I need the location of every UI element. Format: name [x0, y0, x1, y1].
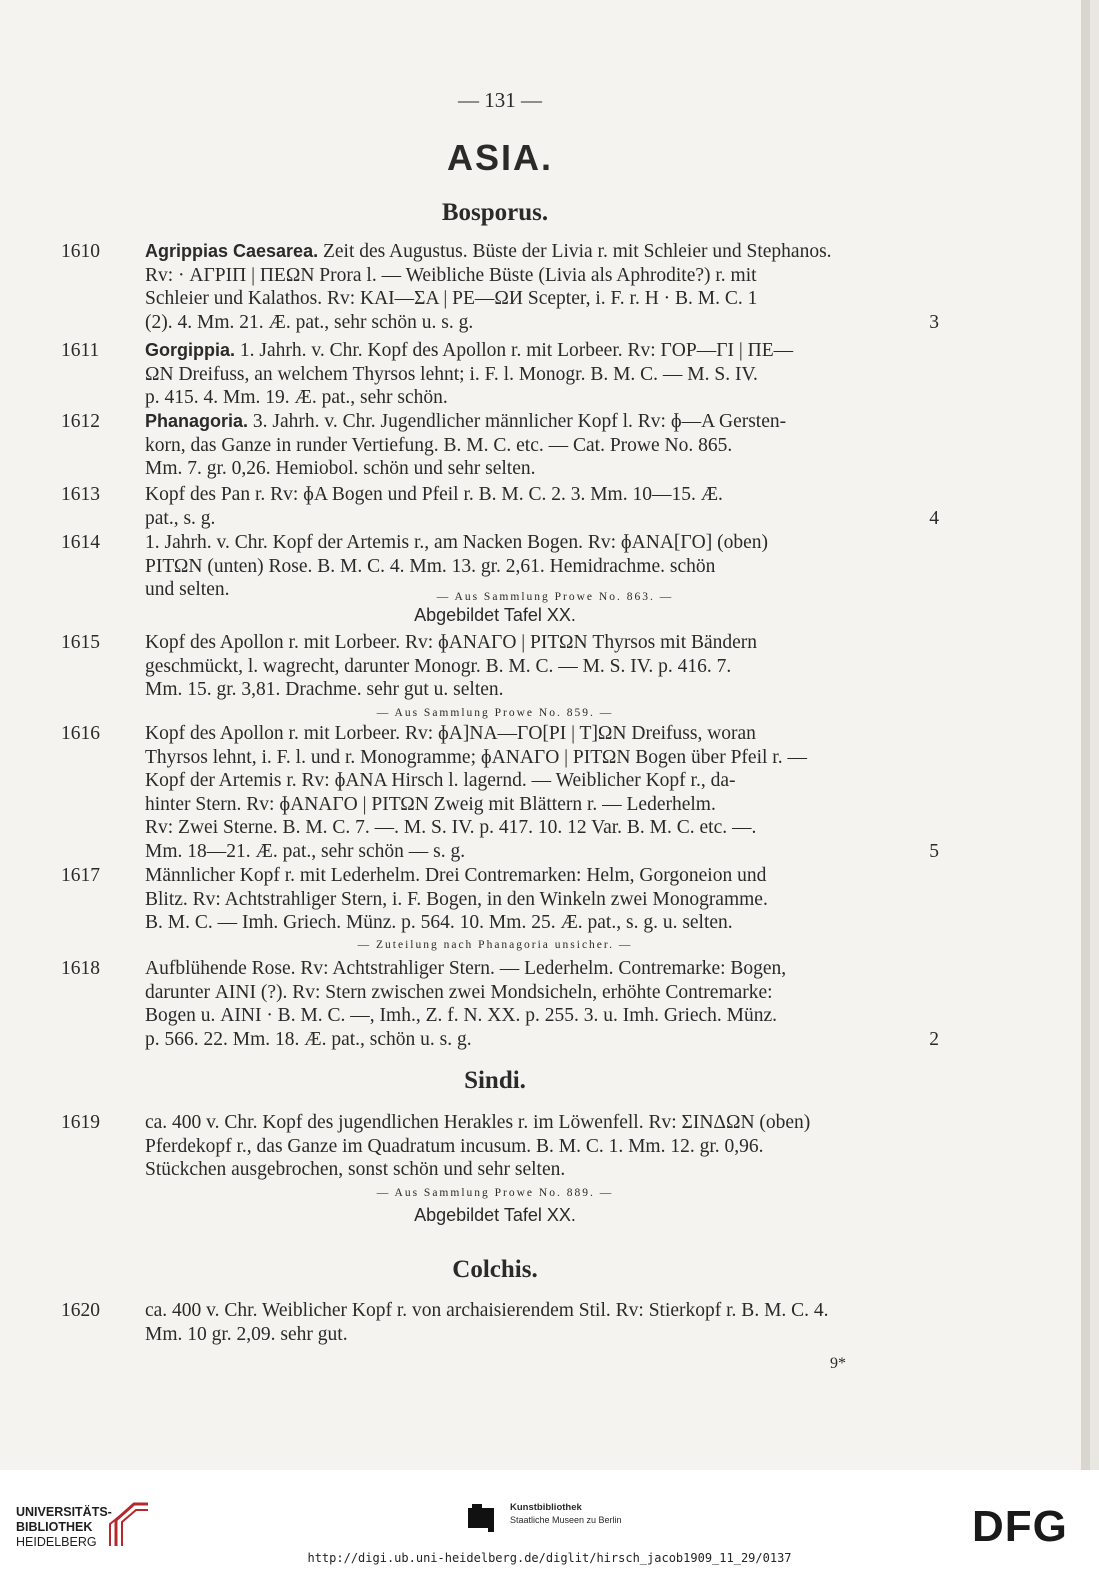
entry-line: Rv: · ΑΓΡΙΠ | ΠΕΩΝ Prora l. — Weibliche Büste (Livia als Aphrodite?) r. mit: [145, 264, 757, 286]
entry-line: Mm. 10 gr. 2,09. sehr gut.: [145, 1323, 348, 1345]
provenance-note: — Aus Sammlung Prowe No. 863. —: [436, 591, 674, 603]
library-name-line: BIBLIOTHEK: [16, 1520, 93, 1534]
entry-line: ca. 400 v. Chr. Kopf des jugendlichen Herakles r. im Löwenfell. Rv: ΣΙΝΔΩΝ (oben): [145, 1112, 811, 1133]
entry-number: 1615: [61, 632, 100, 653]
entry-line: Männlicher Kopf r. mit Lederhelm. Drei Contremarken: Helm, Gorgoneion und: [145, 865, 767, 886]
entry-line: p. 566. 22. Mm. 18. Æ. pat., schön u. s. g.: [145, 1028, 472, 1050]
entry-line: Schleier und Kalathos. Rv: ΚΑΙ—ΣΑ | ΡΕ—ΩИ Scepter, i. F. r. Η · B. M. C. 1: [145, 288, 758, 310]
catalog-entry-1616: [61, 722, 939, 864]
entry-line: Mm. 18—21. Æ. pat., sehr schön — s. g.: [145, 840, 466, 862]
entry-line: Bogen u. ΑΙΝΙ · B. M. C. —, Imh., Z. f. N. XX. p. 255. 3. u. Imh. Griech. Münz.: [145, 1005, 778, 1027]
library-name-line: HEIDELBERG: [16, 1535, 97, 1549]
kunstbibliothek-text: [510, 1501, 622, 1527]
entry-line: 1. Jahrh. v. Chr. Kopf der Artemis r., am Nacken Bogen. Rv: ɸΑΝΑ[ΓΟ] (oben): [145, 532, 769, 553]
dfg-logo: DFG: [972, 1502, 1068, 1551]
section-title-bosporus: Bosporus.: [441, 199, 549, 226]
catalog-entry-1613: [61, 483, 939, 530]
entry-estimate: 5: [929, 840, 939, 862]
entry-number: 1613: [61, 484, 100, 505]
section-title-sindi: Sindi.: [464, 1067, 526, 1094]
entry-line: Thyrsos lehnt, i. F. l. und r. Monogramme; ɸΑΝΑΓΟ | ΡΙΤΩΝ Bogen über Pfeil r. —: [145, 746, 807, 768]
entry-line: Blitz. Rv: Achtstrahliger Stern, i. F. Bogen, in den Winkeln zwei Monogramme.: [145, 888, 768, 910]
catalog-entry-1620: [61, 1299, 939, 1346]
plate-reference: Abgebildet Tafel XX.: [414, 1205, 576, 1225]
entry-line: p. 415. 4. Mm. 19. Æ. pat., sehr schön.: [145, 387, 448, 409]
catalog-entry-1618: [61, 957, 939, 1051]
provenance-note: — Aus Sammlung Prowe No. 859. —: [376, 707, 614, 719]
entry-number: 1610: [61, 241, 100, 262]
kunstbibliothek-logo-icon: [462, 1502, 500, 1534]
entry-estimate: 2: [929, 1028, 939, 1050]
entry-number: 1618: [61, 958, 100, 979]
attribution-note: — Zuteilung nach Phanagoria unsicher. —: [357, 939, 633, 951]
entry-number: 1612: [61, 411, 100, 432]
entry-line: Zeit des Augustus. Büste der Livia r. mit Schleier und Stephanos.: [322, 241, 832, 262]
university-library-logo-icon: [106, 1500, 152, 1548]
page-heading: ASIA.: [446, 137, 553, 178]
kunstbibliothek-name: Kunstbibliothek: [510, 1502, 582, 1513]
catalog-entry-1611: [61, 339, 939, 410]
kunstbibliothek-subtitle: Staatliche Museen zu Berlin: [510, 1515, 622, 1525]
entry-number: 1616: [61, 723, 100, 744]
entry-line: 3. Jahrh. v. Chr. Jugendlicher männlicher Kopf l. Rv: ɸ—Α Gersten-: [252, 411, 787, 432]
entry-line: Rv: Zwei Sterne. B. M. C. 7. —. M. S. IV. p. 417. 10. 12 Var. B. M. C. etc. —.: [145, 817, 757, 839]
catalog-entry-1615: [61, 631, 939, 702]
entry-line: (2). 4. Mm. 21. Æ. pat., sehr schön u. s. g.: [145, 311, 474, 333]
entry-estimate: 3: [929, 311, 939, 333]
entry-estimate: 4: [929, 507, 939, 529]
entry-line: Kopf des Pan r. Rv: ɸΑ Bogen und Pfeil r. B. M. C. 2. 3. Mm. 10—15. Æ.: [145, 484, 723, 505]
entry-line: und selten.: [145, 579, 230, 601]
catalog-entry-1612: [61, 410, 939, 481]
university-library-name: [16, 1505, 112, 1550]
entry-number: 1617: [61, 865, 100, 886]
entry-line: Mm. 7. gr. 0,26. Hemiobol. schön und sehr selten.: [145, 458, 536, 480]
entry-line: 1. Jahrh. v. Chr. Kopf des Apollon r. mit Lorbeer. Rv: ΓΟΡ—ΓΙ | ΠΕ—: [239, 340, 794, 361]
entry-line: B. M. C. — Imh. Griech. Münz. p. 564. 10. Mm. 25. Æ. pat., s. g. u. selten.: [145, 912, 733, 934]
entry-line: geschmückt, l. wagrecht, darunter Monogr. B. M. C. — M. S. IV. p. 416. 7.: [145, 655, 732, 677]
entry-line: darunter ΑΙΝΙ (?). Rv: Stern zwischen zwei Mondsicheln, erhöhte Contremarke:: [145, 981, 773, 1003]
entry-line: pat., s. g.: [145, 507, 216, 529]
entry-line: Pferdekopf r., das Ganze im Quadratum incusum. B. M. C. 1. Mm. 12. gr. 0,96.: [145, 1135, 764, 1157]
catalog-entry-1617: [61, 864, 939, 935]
entry-heading: Gorgippia.: [145, 340, 235, 360]
entry-number: 1620: [61, 1300, 100, 1321]
entry-heading: Phanagoria.: [145, 411, 249, 431]
catalog-entry-1610: [61, 240, 939, 334]
entry-line: Kopf des Apollon r. mit Lorbeer. Rv: ɸΑΝΑΓΟ | ΡΙΤΩΝ Thyrsos mit Bändern: [145, 632, 758, 653]
signature-mark: 9*: [830, 1355, 846, 1372]
entry-number: 1619: [61, 1112, 100, 1133]
entry-line: ca. 400 v. Chr. Weiblicher Kopf r. von archaisierendem Stil. Rv: Stierkopf r. B. M. C. 4.: [145, 1300, 829, 1321]
entry-number: 1614: [61, 532, 100, 553]
catalog-entry-1619: [61, 1111, 939, 1182]
section-title-colchis: Colchis.: [452, 1256, 538, 1283]
entry-heading: Agrippias Caesarea.: [145, 241, 319, 261]
page-number: — 131 —: [458, 88, 542, 112]
entry-line: ΩΝ Dreifuss, an welchem Thyrsos lehnt; i. F. l. Monogr. B. M. C. — M. S. IV.: [145, 363, 758, 385]
page-edge: [1081, 0, 1090, 1470]
entry-number: 1611: [61, 340, 100, 361]
entry-line: korn, das Ganze in runder Vertiefung. B. M. C. etc. — Cat. Prowe No. 865.: [145, 434, 733, 456]
library-name-line: UNIVERSITÄTS-: [16, 1505, 112, 1519]
entry-line: ΡΙΤΩΝ (unten) Rose. B. M. C. 4. Mm. 13. gr. 2,61. Hemidrachme. schön: [145, 555, 716, 577]
entry-line: Aufblühende Rose. Rv: Achtstrahliger Stern. — Lederhelm. Contremarke: Bogen,: [145, 958, 787, 979]
entry-line: Kopf des Apollon r. mit Lorbeer. Rv: ɸΑ]ΝΑ—ΓΟ[ΡΙ | Τ]ΩΝ Dreifuss, woran: [145, 723, 756, 744]
entry-line: Stückchen ausgebrochen, sonst schön und sehr selten.: [145, 1159, 566, 1181]
plate-reference: Abgebildet Tafel XX.: [414, 605, 576, 625]
source-url[interactable]: http://digi.ub.uni-heidelberg.de/diglit/hirsch_jacob1909_11_29/0137: [307, 1551, 792, 1565]
entry-line: Kopf der Artemis r. Rv: ɸΑΝΑ Hirsch l. lagernd. — Weiblicher Kopf r., da-: [145, 770, 736, 792]
provenance-note: — Aus Sammlung Prowe No. 889. —: [376, 1187, 614, 1199]
entry-line: Mm. 15. gr. 3,81. Drachme. sehr gut u. selten.: [145, 679, 504, 701]
entry-line: hinter Stern. Rv: ɸΑΝΑΓΟ | ΡΙΤΩΝ Zweig mit Blättern r. — Lederhelm.: [145, 793, 716, 815]
